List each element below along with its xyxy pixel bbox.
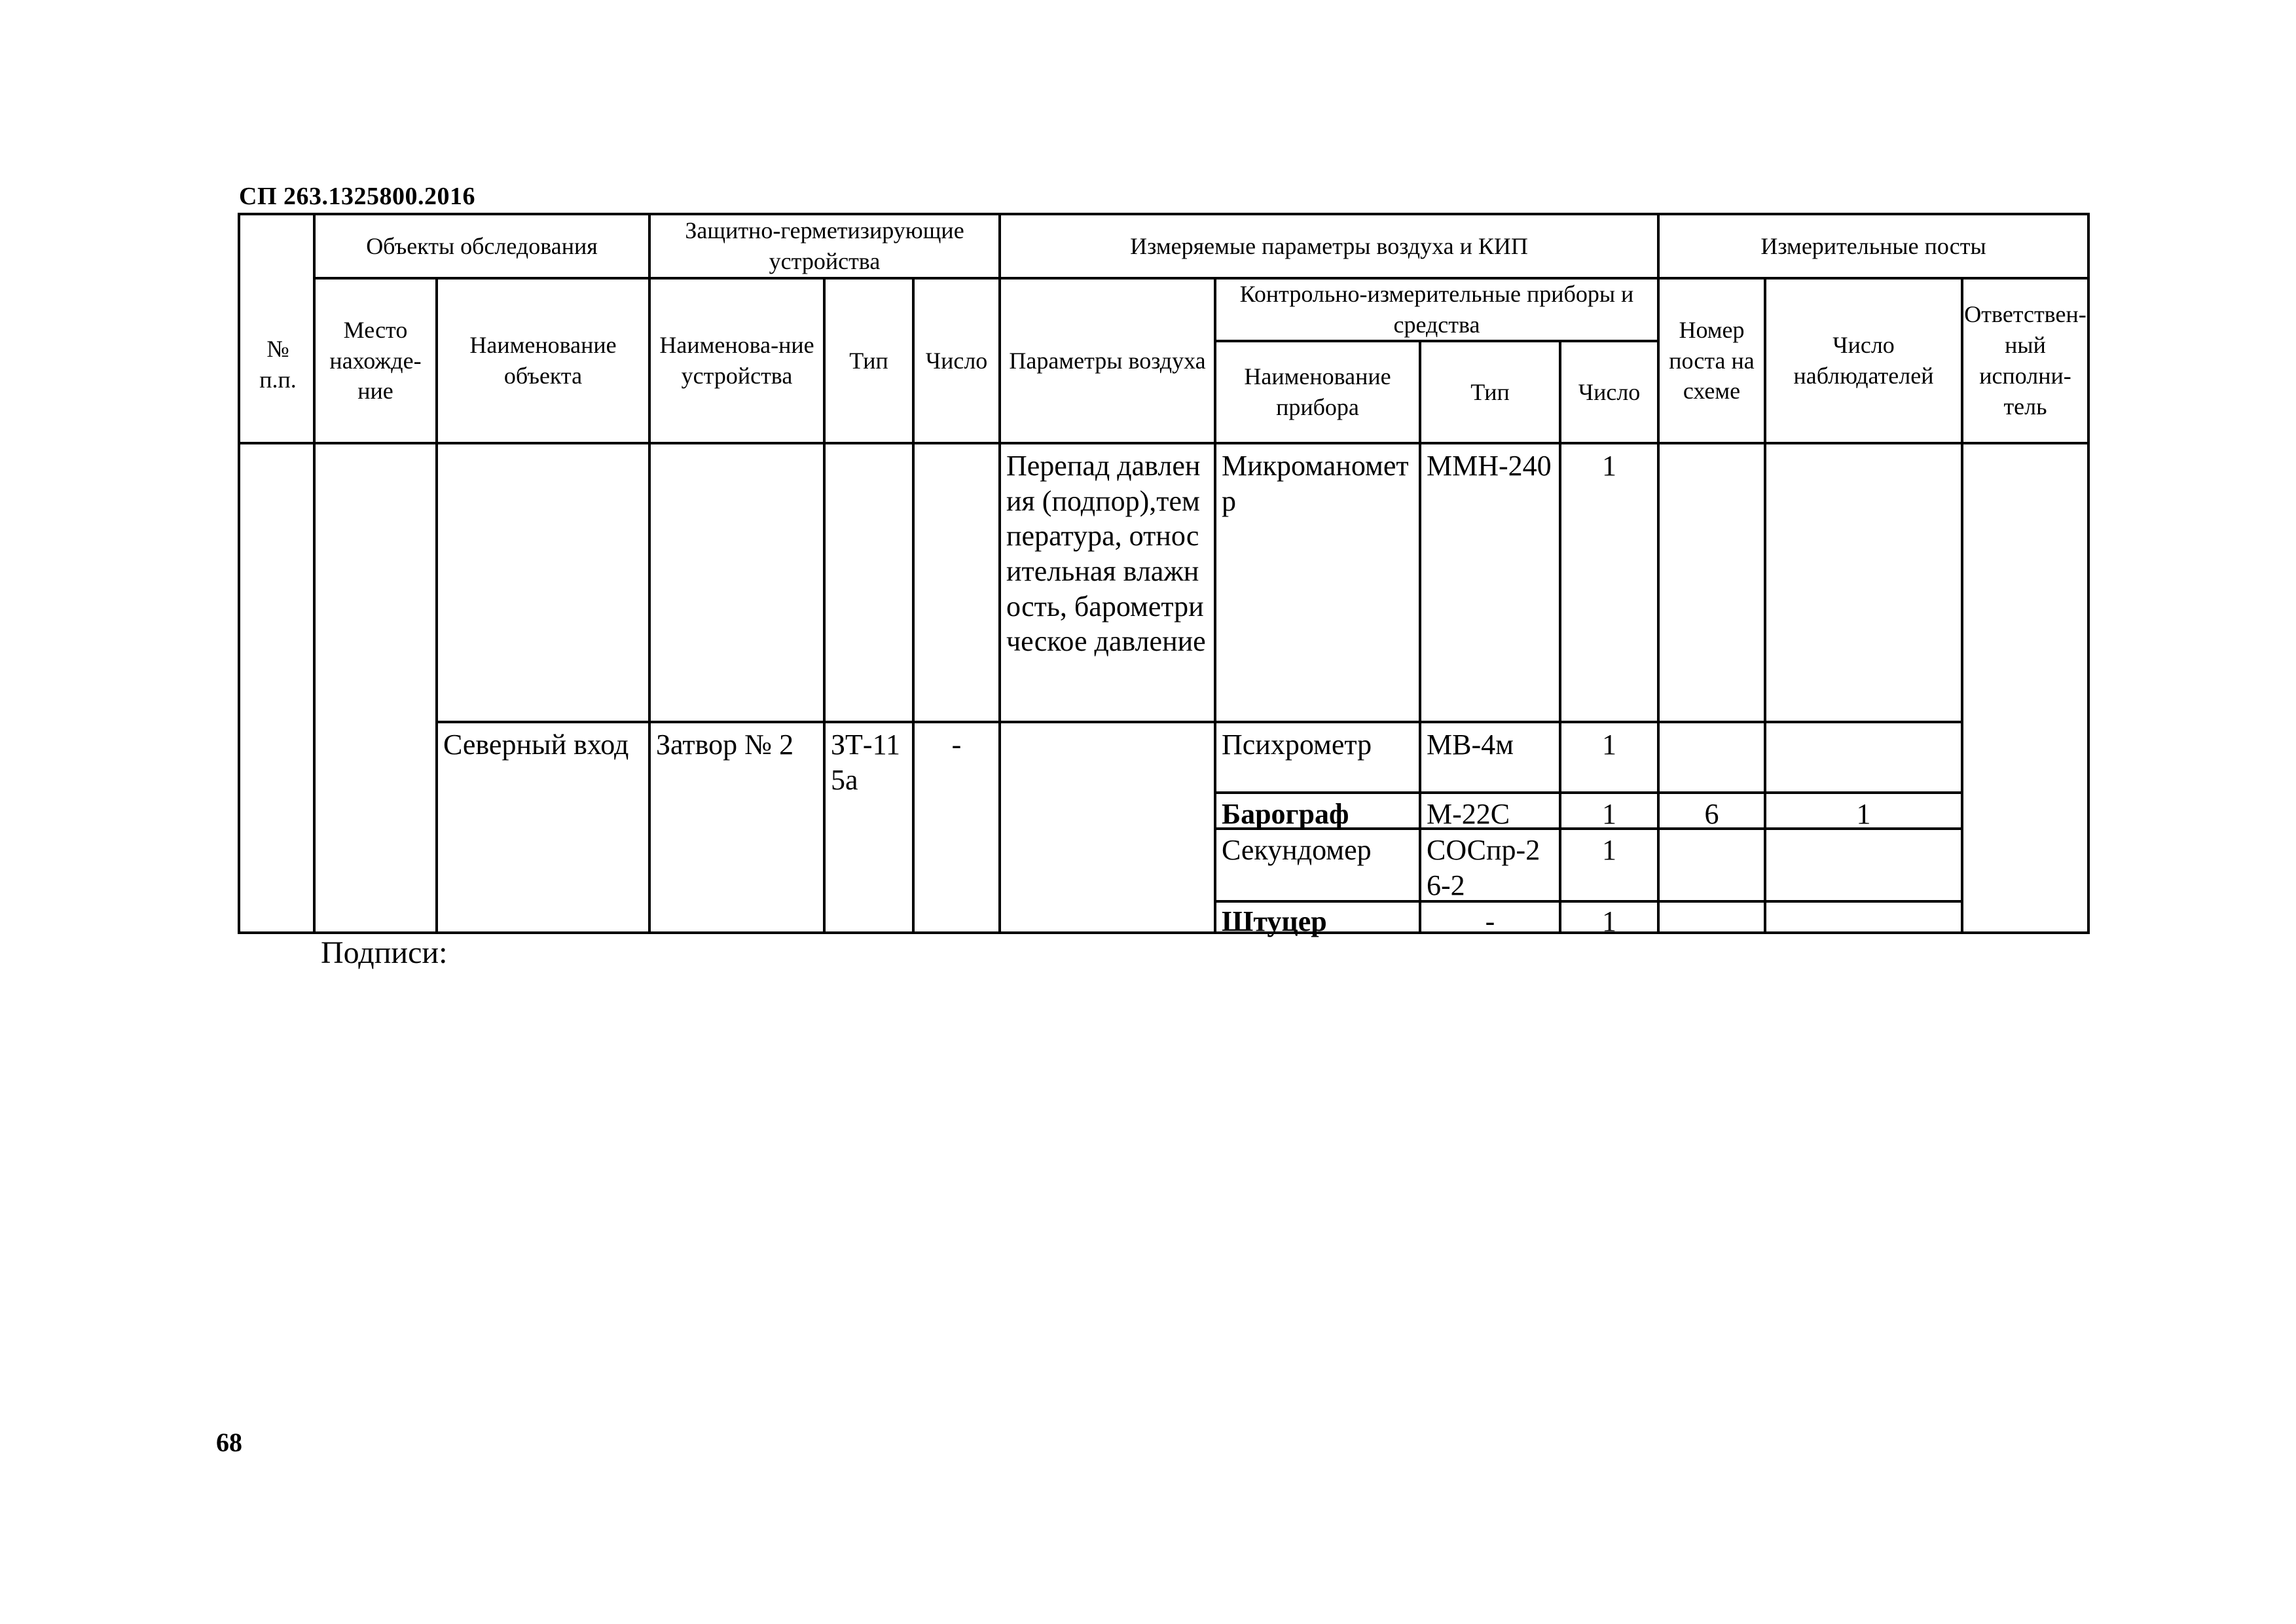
device-name-cell: Затвор № 2 [656, 729, 794, 761]
post-number-cell: 6 [1704, 798, 1719, 830]
device-type-cell: ЗТ-115а [831, 729, 900, 796]
page-number: 68 [216, 1428, 242, 1457]
header-object-name: Наименование объекта [469, 332, 617, 389]
header-instruments-group: Контрольно-измерительные приборы и средства [1239, 281, 1634, 338]
header-observers-count: Число наблюдателей [1793, 332, 1934, 389]
header-num: № п.п. [259, 336, 297, 393]
table-rule [435, 721, 1961, 723]
instrument-name-3: Барограф [1222, 798, 1349, 830]
table-rule [240, 442, 2087, 444]
survey-table [238, 213, 2090, 937]
instrument-name-5: Штуцер [1222, 905, 1327, 937]
header-location: Место нахожде-ние [329, 316, 422, 405]
header-objects-group: Объекты обследования [366, 232, 598, 259]
instrument-type-1: ММН-240 [1427, 450, 1552, 482]
header-devices-group: Защитно-герметизирующие устройства [685, 217, 964, 274]
instrument-type-3: М-22С [1427, 798, 1510, 830]
instrument-count-2: 1 [1602, 729, 1616, 761]
document-code: СП 263.1325800.2016 [239, 183, 475, 210]
instrument-type-2: МВ-4м [1427, 729, 1514, 761]
instrument-count-4: 1 [1602, 834, 1616, 866]
instrument-type-5: - [1485, 905, 1495, 937]
device-count-cell: - [951, 729, 962, 761]
header-instrument-type: Тип [1470, 378, 1510, 405]
header-instrument-count: Число [1578, 378, 1641, 405]
header-device-count: Число [925, 347, 988, 374]
instrument-count-5: 1 [1602, 905, 1616, 937]
instrument-name-1: Микроманометр [1222, 450, 1409, 517]
header-params-group: Измеряемые параметры воздуха и КИП [1130, 232, 1528, 259]
instrument-name-2: Психрометр [1222, 729, 1372, 761]
instrument-count-3: 1 [1602, 798, 1616, 830]
instrument-type-4: СОСпр-26-2 [1427, 834, 1540, 901]
air-params-cell: Перепад давления (подпор),температура, относительная влажность, барометрическое давление [1006, 450, 1206, 658]
signatures-label: Подписи: [321, 935, 448, 970]
header-posts-group: Измерительные посты [1760, 232, 1986, 259]
instrument-count-1: 1 [1602, 450, 1616, 482]
header-device-type: Тип [849, 347, 888, 374]
header-air-params: Параметры воздуха [1009, 347, 1206, 374]
object-name-cell: Северный вход [443, 729, 629, 761]
header-responsible: Ответствен-ный исполни-тель [1964, 301, 2086, 420]
header-device-name: Наименова-ние устройства [659, 332, 814, 389]
observers-count-cell: 1 [1856, 798, 1871, 830]
header-post-number: Номер поста на схеме [1669, 316, 1755, 405]
instrument-name-4: Секундомер [1222, 834, 1372, 866]
header-instrument-name: Наименование прибора [1244, 363, 1391, 420]
